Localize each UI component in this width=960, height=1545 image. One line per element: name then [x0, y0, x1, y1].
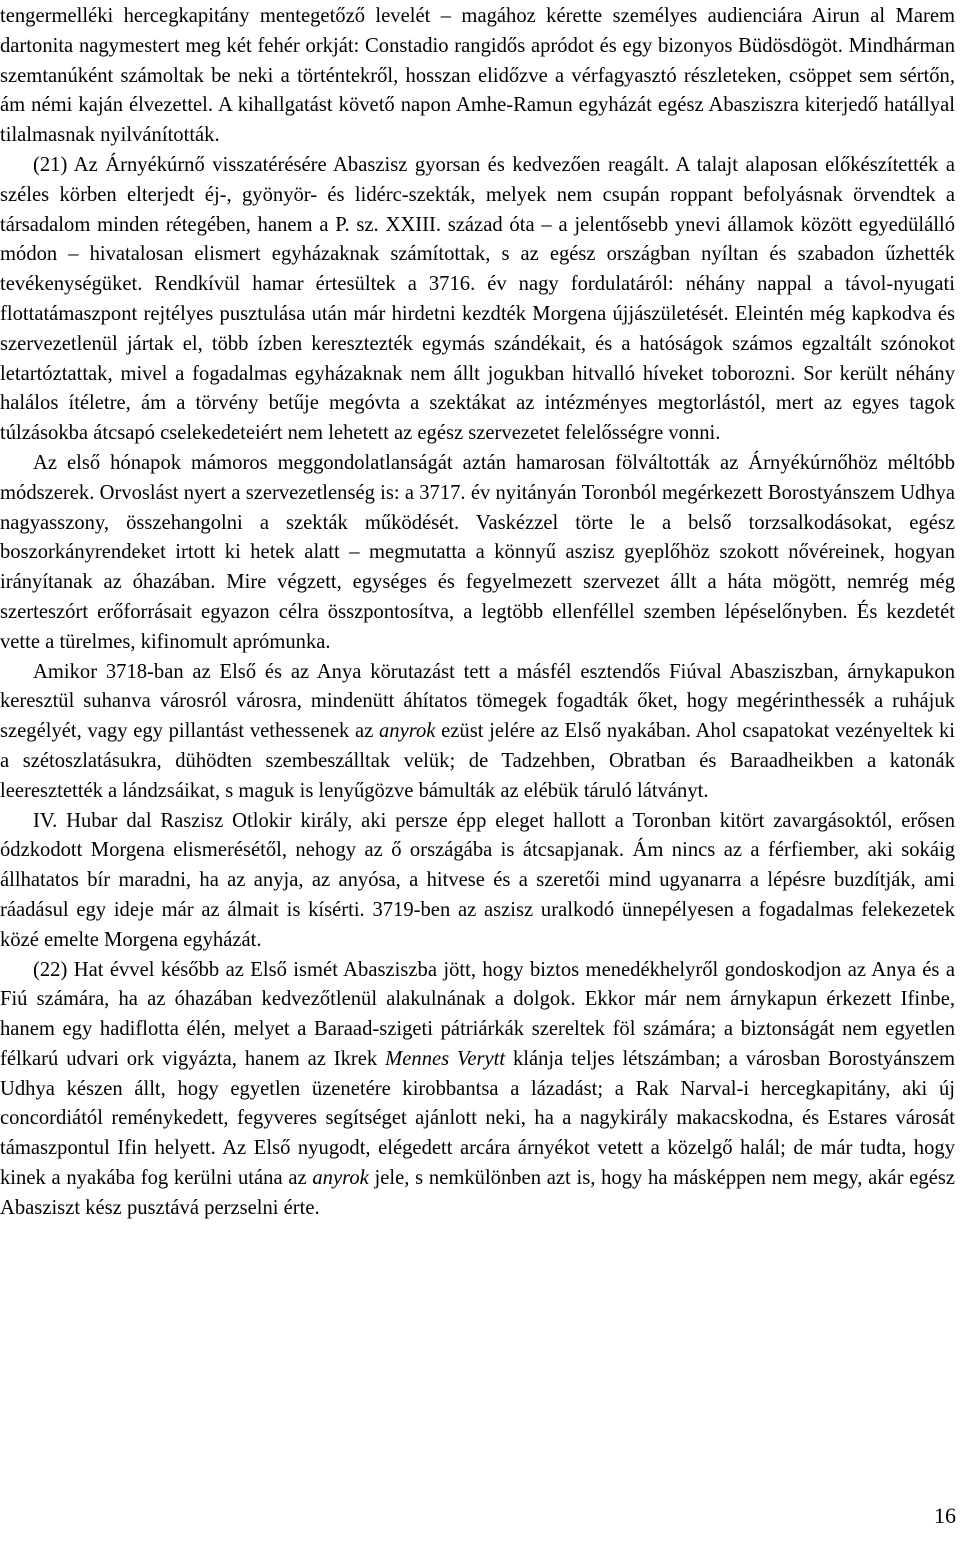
text-run: tengermelléki hercegkapitány mentegetőző levelét – magához kérette személyes audienciára Airun al Marem dartonita nagymestert meg két fehér orkját: Constadio rangidős apródot és egy bizonyos Büdösdögöt. Mindhárman szemtanúként számoltak be neki a történtekről, hosszan elidőzve a vérfagyasztó részleteken, csöppet sem sértőn, ám némi kaján élvezettel. A kihallgatást követő napon Amhe-Ramun egyházát egész Abasziszra kiterjedő hatállyal tilalmasnak nyilvánították.	[0, 5, 955, 147]
text-run: (22) Hat évvel később az Első ismét Abasziszba jött, hogy biztos menedékhelyről gondoskodjon az Anya és a Fiú számára, ha az óhazában kedvezőtlenül alakulnának a dolgok. Ekkor már nem árnykapun érkezett Ifinbe, hanem egy hadiflotta élén, melyet a Baraad-szigeti pátriárkák szereltek föl számára; a biztonságát nem egyetlen félkarú udvari ork vigyázta, hanem az Ikrek	[0, 958, 955, 1070]
italic-term: anyrok	[312, 1167, 369, 1190]
paragraph	[0, 151, 955, 449]
paragraph	[0, 807, 955, 956]
text-run: (21) Az Árnyékúrnő visszatérésére Abaszisz gyorsan és kedvezően reagált. A talajt alaposan előkészítették a széles körben elterjedt éj-, gyönyör- és lidérc-szekták, melyek nem csupán roppant befolyásnak örvendtek a társadalom minden rétegében, hanem a P. sz. XXIII. század óta – a jelentősebb ynevi államok között egyedülálló módon – hivatalosan elismert egyházaknak számítottak, s az egész országban nyíltan és szabadon űzhették tevékenységüket. Rendkívül hamar értesültek a 3716. év nagy fordulatáról: néhány nappal a távol-nyugati flottatámaszpont rejtélyes pusztulása után már hirdetni kezdték Morgena újjászületését. Eleintén még kapkodva és szervezetlenül jártak el, több ízben keresztezték egymás szándékait, és a hatóságok számos egzaltált szónokot letartóztattak, mivel a fogadalmas egyházaknak nem állt jogukban hitvalló híveket toborozni. Sor került néhány halálos ítéletre, ám a törvény betűje megóvta a szektákat az intézményes megtorlástól, mert az egyes tagok túlzásokba átcsapó cselekedeteiért nem lehetett az egész szervezetet felelősségre vonni.	[0, 153, 955, 445]
text-run: Az első hónapok mámoros meggondolatlanságát aztán hamarosan fölváltották az Árnyékúrnőhöz méltóbb módszerek. Orvoslást nyert a szervezetlenség is: a 3717. év nyitányán Toronból megérkezett Borostyánszem Udhya nagyasszony, összehangolni a szekták működését. Vaskézzel törte le a belső torzsalkodásokat, egész boszorkányrendeket irtott ki hetek alatt – megmutatta a könnyű aszisz gyeplőhöz szokott nővéreinek, hogyan irányítanak az óhazában. Mire végzett, egységes és fegyelmezett szervezet állt a háta mögött, nemrég még szerteszórt erőforrásait egyazon célra összpontosítva, a legtöbb ellenféllel szemben lépéselőnyben. És kezdetét vette a türelmes, kifinomult aprómunka.	[0, 451, 955, 653]
paragraph	[0, 2, 955, 151]
paragraph	[0, 956, 955, 1224]
text-run: klánja teljes létszámban; a városban Borostyánszem Udhya készen állt, hogy egyetlen üzenetére kirobbantsa a lázadást; a Rak Narval-i hercegkapitány, aki új concordiától reménykedett, fegyveres segítséget ajánlott neki, ha a nagykirály makacskodna, és Estares városát támaszpontul Ifin helyett. Az Első nyugodt, elégedett arcára árnyékot vetett a közelgő halál; de már tudta, hogy kinek a nyakába fog kerülni utána az	[0, 1047, 955, 1190]
paragraph	[0, 658, 955, 807]
italic-term: anyrok	[379, 720, 436, 743]
text-run: ezüst jelére az Első nyakában. Ahol csapatokat vezényeltek ki a szétoszlatásukra, dühödten szembeszálltak velük; de Tadzehben, Obratban és Baraadheikben a katonák leeresztették a lándzsáikat, s maguk is lenyűgözve bámulták az elébük táruló látványt.	[0, 720, 955, 802]
body-text	[0, 2, 955, 1224]
text-run: Amikor 3718-ban az Első és az Anya körutazást tett a másfél esztendős Fiúval Abasziszban, árnykapukon keresztül suhanva városról városra, mindenütt áhítatos tömegek fogadták őket, hogy megérinthessék a ruhájuk szegélyét, vagy egy pillantást vethessenek az	[0, 660, 955, 743]
text-run: jele, s nemkülönben azt is, hogy ha másképpen nem megy, akár egész Abasziszt kész pusztává perzselni érte.	[0, 1167, 956, 1219]
paragraph	[0, 449, 955, 658]
text-run: IV. Hubar dal Raszisz Otlokir király, aki persze épp eleget hallott a Toronban kitört zavargásoktól, erősen ódzkodott Morgena elismerésétől, nehogy az ő országába is átcsapjanak. Ám nincs az a férfiember, aki sokáig állhatatos bír maradni, ha az anyja, az anyósa, a hitvese és a szeretői mind ugyanarra a lépésre buzdítják, ami ráadásul egy ideje már az álmait is kísérti. 3719-ben az aszisz uralkodó ünnepélyesen a fogadalmas felekezetek közé emelte Morgena egyházát.	[0, 809, 955, 951]
page-number: 16	[934, 1503, 956, 1528]
italic-term: Mennes Verytt	[385, 1047, 506, 1070]
